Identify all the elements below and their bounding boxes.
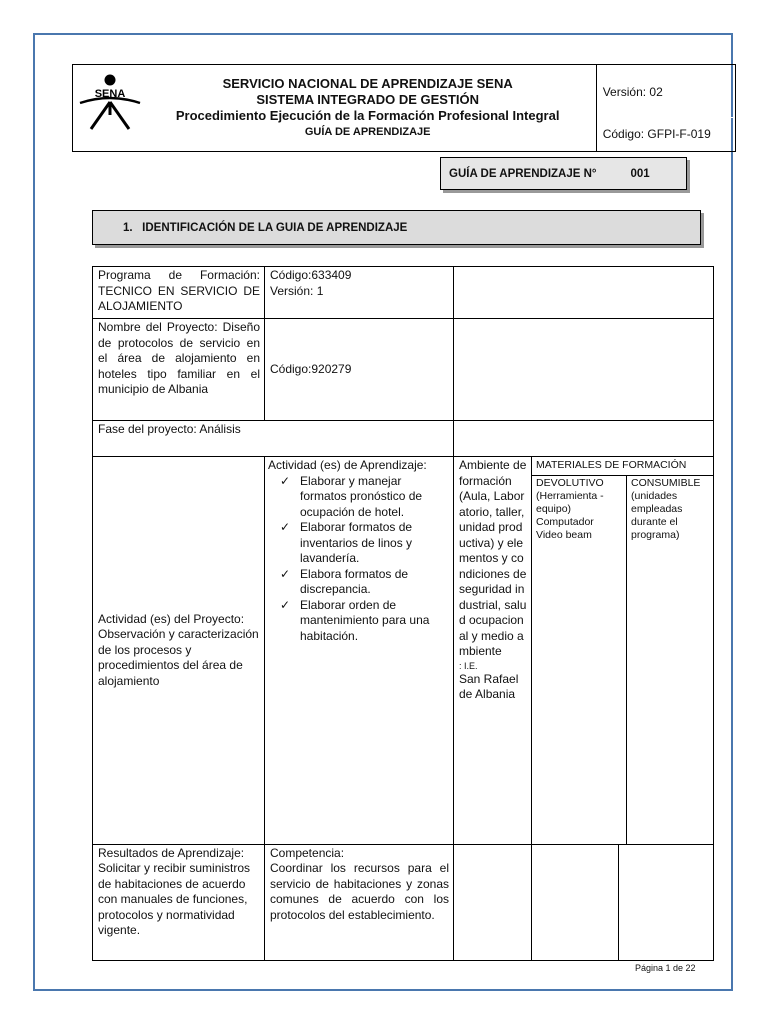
returnable-materials: DEVOLUTIVO (Herramienta - equipo) Computador Video beam	[532, 476, 627, 844]
guide-number: 001	[630, 167, 650, 180]
header-meta	[596, 65, 735, 152]
logo-text: SENA	[94, 88, 126, 100]
project-code-cell: Código:920279	[265, 319, 454, 421]
check-icon: ✓	[280, 566, 291, 581]
learning-activities-title: Actividad (es) de Aprendizaje:	[268, 458, 427, 472]
competency-text: Coordinar los recursos para el servicio de habitaciones y zonas comunes de acuerdo con los protocolos del establecimiento.	[270, 861, 449, 922]
list-item: ✓ Elaborar orden de mantenimiento para una habitación.	[280, 597, 430, 643]
consumable-materials: CONSUMIBLE (unidades empleadas durante el programa)	[631, 476, 701, 541]
environment-text: Ambiente de formación (Aula, Laboratorio, taller, unidad productiva) y elementos y condiciones de seguridad industrial, salud ocupacional y medio ambiente	[459, 458, 527, 658]
list-item: ✓ Elabora formatos de discrepancia.	[280, 566, 409, 596]
program-code-cell	[265, 267, 454, 319]
section-heading	[92, 210, 701, 245]
system-name: SISTEMA INTEGRADO DE GESTIÓN	[256, 92, 480, 107]
empty-cell	[532, 844, 619, 960]
project-phase-cell: Fase del proyecto: Análisis	[93, 421, 454, 457]
guide-label: GUÍA DE APRENDIZAJE N°	[449, 167, 597, 180]
competency-cell	[265, 844, 454, 960]
project-name-cell: Nombre del Proyecto: Diseño de protocolos de servicio en el área de alojamiento en hoteles tipo familiar en el municipio de Albania	[93, 319, 265, 421]
check-icon: ✓	[280, 520, 291, 534]
empty-cell	[454, 421, 714, 457]
header-title	[146, 65, 597, 152]
empty-cell	[454, 319, 714, 421]
section-title: 1. IDENTIFICACIÓN DE LA GUIA DE APRENDIZAJE	[123, 221, 408, 234]
org-name: SERVICIO NACIONAL DE APRENDIZAJE SENA	[222, 76, 513, 91]
environment-cell	[454, 457, 532, 845]
procedure-name: Procedimiento Ejecución de la Formación Profesional Integral	[175, 108, 560, 123]
competency-title: Competencia:	[270, 845, 345, 860]
list-item: ✓ Elaborar formatos de inventarios de linos y lavandería.	[280, 520, 413, 565]
document-header	[72, 64, 736, 152]
learning-activities-cell	[265, 457, 454, 845]
environment-ie: : I.E.	[459, 660, 478, 671]
logo-cell	[73, 65, 146, 152]
learning-results-cell: Resultados de Aprendizaje: Solicitar y recibir suministros de habitaciones de acuerdo con manuales de funciones, protocolos y normatividad vigente.	[93, 844, 265, 960]
empty-cell	[454, 267, 714, 319]
page-number: Página 1 de 22	[635, 963, 696, 973]
program-version: Versión: 1	[270, 283, 324, 298]
check-icon: ✓	[280, 473, 291, 488]
materials-cell	[532, 457, 714, 845]
learning-activities-list	[268, 474, 449, 645]
version-label: Versión: 02	[597, 67, 735, 118]
guide-number-box	[440, 157, 687, 190]
materials-subtable	[532, 476, 713, 844]
empty-cell	[619, 844, 714, 960]
check-icon: ✓	[280, 597, 291, 612]
materials-title: MATERIALES DE FORMACIÓN	[532, 457, 713, 476]
code-label: Código: GFPI-F-019	[602, 126, 711, 141]
list-item: ✓ Elaborar y manejar formatos pronóstico de ocupación de hotel.	[280, 473, 423, 519]
program-cell: Programa de Formación: TECNICO EN SERVICIO DE ALOJAMIENTO	[93, 267, 265, 319]
identification-table	[92, 266, 714, 961]
document-type: GUÍA DE APRENDIZAJE	[304, 126, 431, 138]
sena-logo	[77, 71, 143, 141]
empty-cell	[454, 844, 532, 960]
project-activity-cell: Actividad (es) del Proyecto: Observación y caracterización de los procesos y procedimientos del área de alojamiento	[93, 457, 265, 845]
environment-place: San Rafael de Albania	[459, 671, 519, 701]
program-code: Código:633409	[270, 268, 352, 282]
